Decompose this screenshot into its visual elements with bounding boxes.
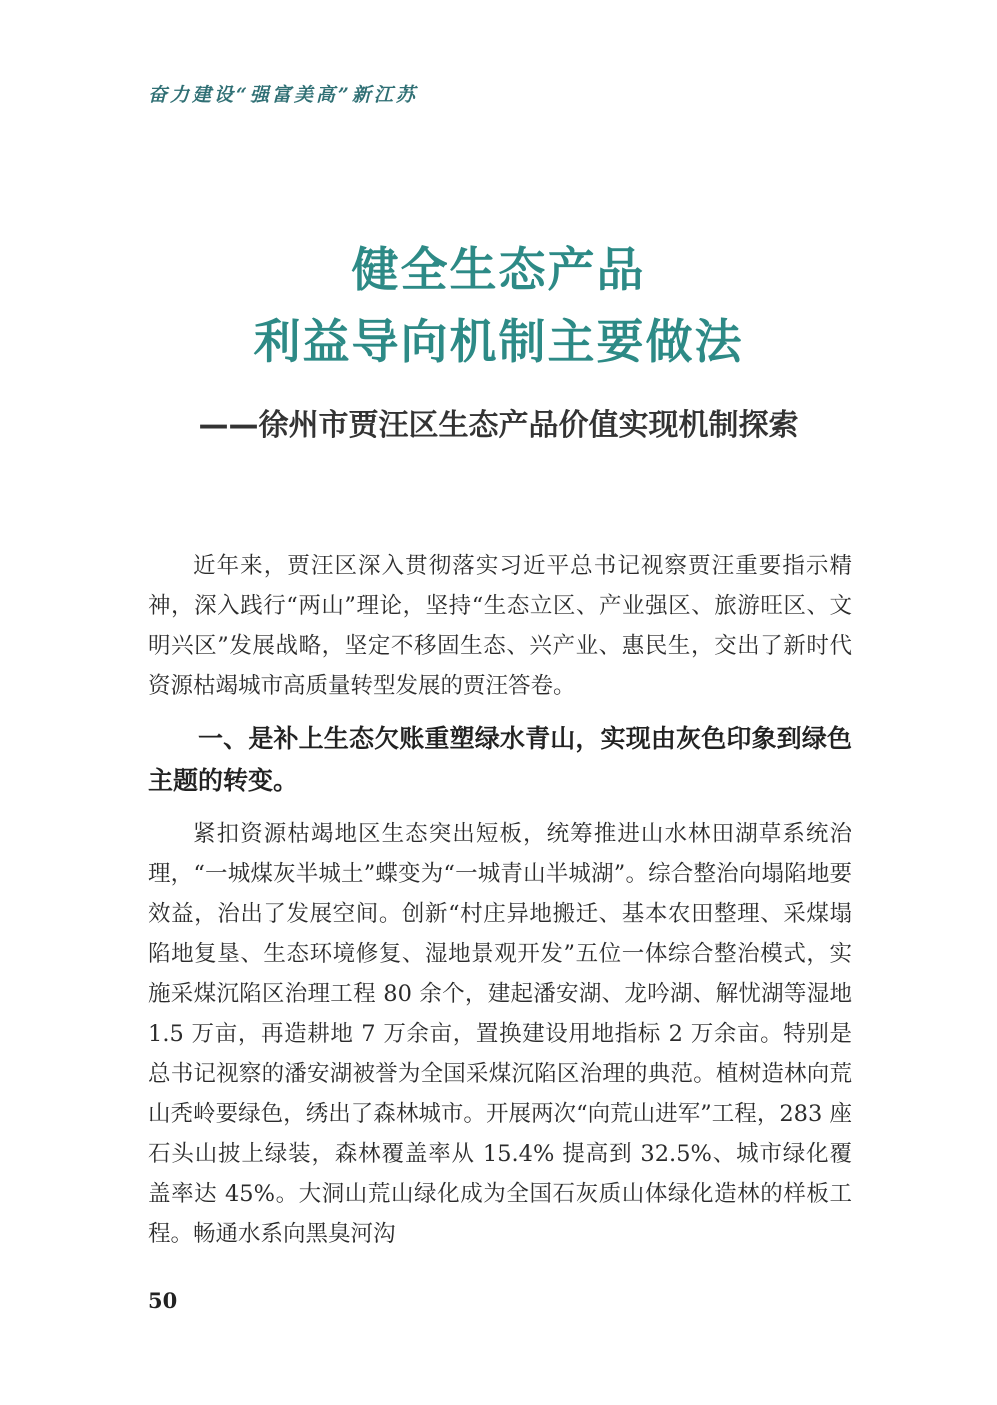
article-title-line-1: 健全生态产品: [351, 243, 646, 298]
page-number: 50: [148, 1288, 178, 1313]
article-subtitle: ——徐州市贾汪区生态产品价值实现机制探索: [198, 408, 799, 443]
running-header: 奋力建设“强富美高”新江苏: [148, 84, 418, 106]
intro-paragraph: 近年来，贾汪区深入贯彻落实习近平总书记视察贾汪重要指示精神，深入践行“两山”理论，坚持“生态立区、产业强区、旅游旺区、文明兴区”发展战略，坚定不移固生态、兴产业、惠民生，交出了新时代资源枯竭城市高质量转型发展的贾汪答卷。: [148, 553, 852, 699]
section-1-paragraph: 紧扣资源枯竭地区生态突出短板，统筹推进山水林田湖草系统治理，“一城煤灰半城土”蝶变为“一城青山半城湖”。综合整治向塌陷地要效益，治出了发展空间。创新“村庄异地搬迁、基本农田整理、采煤塌陷地复垦、生态环境修复、湿地景观开发”五位一体综合整治模式，实施采煤沉陷区治理工程 80 余个，建起潘安湖、龙吟湖、解忧湖等湿地 1.5 万亩，再造耕地 7 万余亩，置换建设用地指标 2 万余亩。特别是总书记视察的潘安湖被誉为全国采煤沉陷区治理的典范。植树造林向荒山秃岭要绿色，绣出了森林城市。开展两次“向荒山进军”工程，283 座石头山披上绿装，森林覆盖率从 15.4% 提高到 32.5%、城市绿化覆盖率达 45%。大洞山荒山绿化成为全国石灰质山体绿化造林的样板工程。畅通水系向黑臭河沟: [148, 821, 852, 1247]
article-title-line-2-container: [0, 312, 997, 374]
section-heading-1: 一、是补上生态欠账重塑绿水青山，实现由灰色印象到绿色主题的转变。: [148, 724, 852, 795]
article-title-line-1-container: [0, 240, 997, 302]
intro-paragraph-container: [148, 546, 852, 706]
section-1-paragraph-container: [148, 814, 852, 1254]
article-title-line-2: 利益导向机制主要做法: [253, 315, 744, 370]
